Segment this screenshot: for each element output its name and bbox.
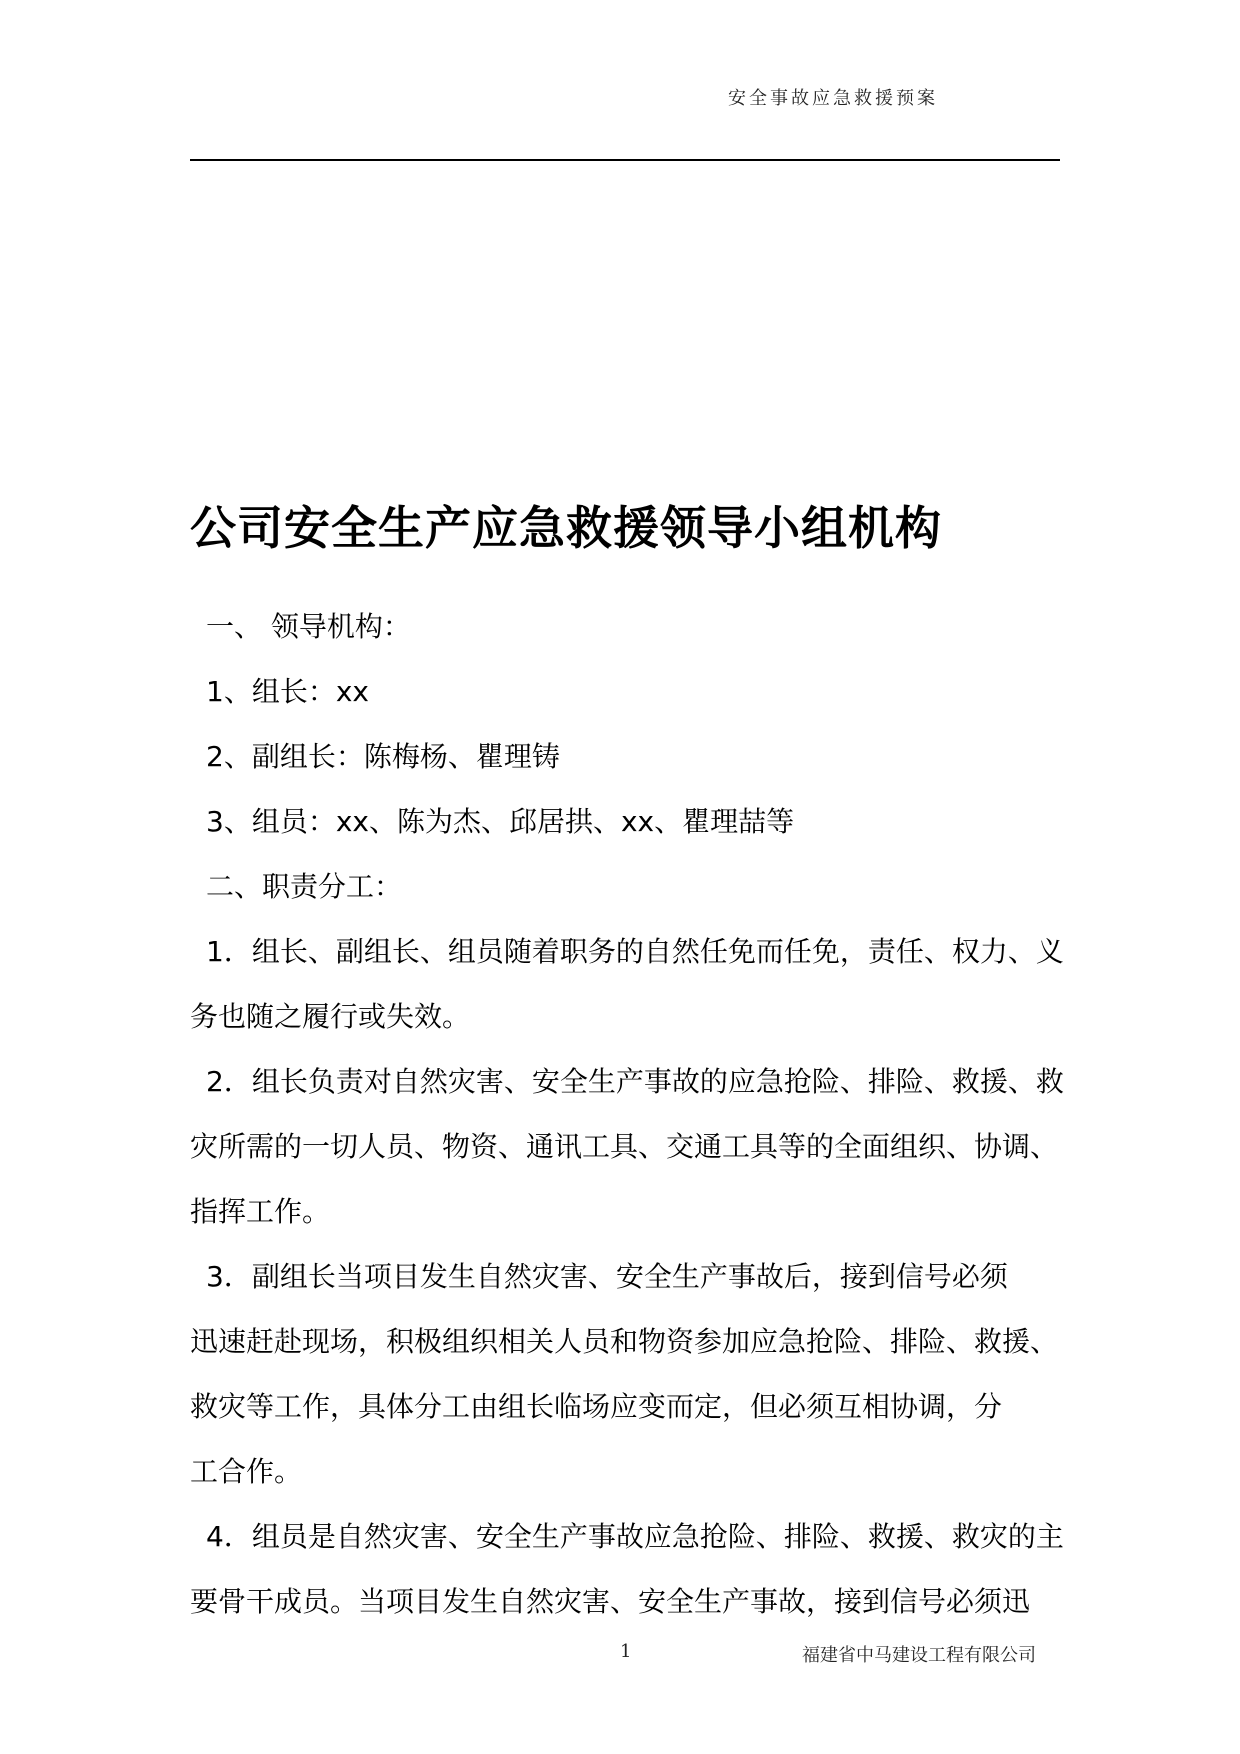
paragraph-line: 2．组长负责对自然灾害、安全生产事故的应急抢险、排险、救援、救: [206, 1065, 1064, 1098]
section-heading: 二、职责分工：: [206, 870, 403, 903]
paragraph-line: 4．组员是自然灾害、安全生产事故应急抢险、排险、救援、救灾的主: [206, 1520, 1064, 1553]
paragraph-line: 迅速赶赴现场，积极组织相关人员和物资参加应急抢险、排险、救援、: [190, 1325, 1059, 1358]
paragraph-line: 救灾等工作，具体分工由组长临场应变而定，但必须互相协调，分: [190, 1390, 1003, 1423]
list-item: 2、副组长：陈梅杨、瞿理铸: [206, 740, 560, 773]
running-header: 安全事故应急救援预案: [728, 88, 938, 109]
paragraph-line: 要骨干成员。当项目发生自然灾害、安全生产事故，接到信号必须迅: [190, 1585, 1031, 1618]
paragraph-line: 1．组长、副组长、组员随着职务的自然任免而任免，责任、权力、义: [206, 935, 1064, 968]
paragraph-line: 工合作。: [190, 1455, 303, 1488]
paragraph-line: 3．副组长当项目发生自然灾害、安全生产事故后，接到信号必须: [206, 1260, 1008, 1293]
paragraph-line: 灾所需的一切人员、物资、通讯工具、交通工具等的全面组织、协调、: [190, 1130, 1059, 1163]
document-body: [190, 594, 1070, 1634]
list-item: 1、组长：xx: [206, 675, 369, 708]
paragraph-line: 务也随之履行或失效。: [190, 1000, 471, 1033]
section-heading: 一、 领导机构：: [206, 610, 411, 643]
footer-company: 福建省中马建设工程有限公司: [802, 1645, 1036, 1666]
page-number: 1: [620, 1641, 632, 1662]
paragraph-line: 指挥工作。: [190, 1195, 331, 1228]
list-item: 3、组员：xx、陈为杰、邱居拱、xx、瞿理喆等: [206, 805, 795, 838]
header-rule: [190, 159, 1060, 161]
document-title: 公司安全生产应急救援领导小组机构: [190, 501, 942, 555]
